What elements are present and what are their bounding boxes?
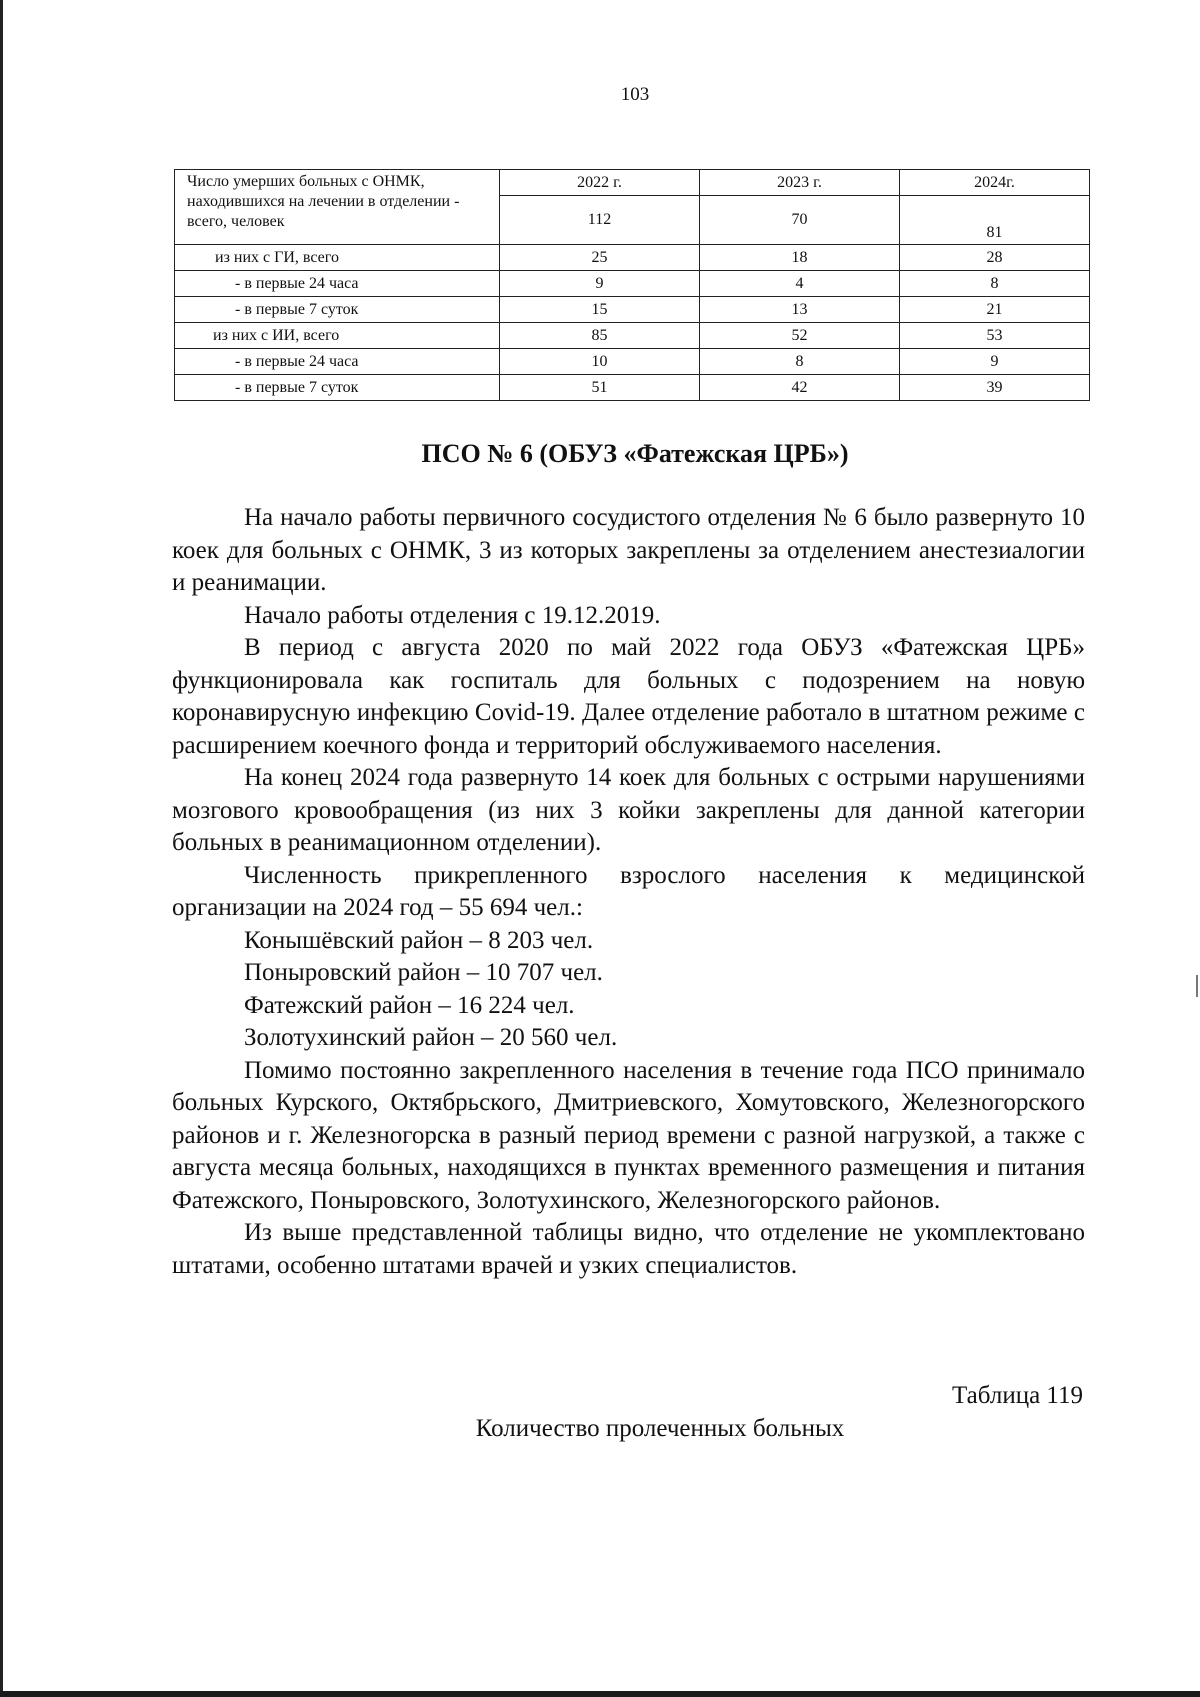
table-cell: 28 <box>900 245 1090 271</box>
header-year-2022: 2022 г. <box>500 170 700 196</box>
table-cell: 4 <box>700 271 900 297</box>
table-cell: 70 <box>700 196 900 245</box>
table-cell: 8 <box>900 271 1090 297</box>
table-cell: 81 <box>900 196 1090 245</box>
mortality-table <box>174 169 1090 401</box>
paragraph: Начало работы отделения с 19.12.2019. <box>244 601 661 629</box>
table-cell: 25 <box>500 245 700 271</box>
district-line: Фатежский район – 16 224 чел. <box>244 991 575 1019</box>
table-cell: 53 <box>900 323 1090 349</box>
table-row <box>175 349 1090 375</box>
table-row <box>175 297 1090 323</box>
page-number: 103 <box>620 84 650 105</box>
paragraph: Из выше представленной таблицы видно, что отделение не укомплектовано штатами, особенно штатами врачей и узких специалистов. <box>172 1219 1085 1279</box>
paragraph: На конец 2024 года развернуто 14 коек для больных с острыми нарушениями мозгового кровообращения (из них 3 койки закреплены для данной категории больных в реанимационном отделении). <box>172 764 1085 856</box>
table-row <box>175 375 1090 401</box>
table-caption: Таблица 119 <box>952 1382 1083 1409</box>
table-cell: 13 <box>700 297 900 323</box>
table-cell: 42 <box>700 375 900 401</box>
paragraph: Помимо постоянно закрепленного населения в течение года ПСО принимало больных Курского, Октябрьского, Дмитриевского, Хомутовского, Железногорского районов и г. Железногорска в разный период времени с разной нагрузкой, а также с августа месяца больных, находящихся в пунктах временного размещения и питания Фатежского, Поныровского, Золотухинского, Железногорского районов. <box>172 1056 1085 1214</box>
table-cell: 51 <box>500 375 700 401</box>
table-cell: 21 <box>900 297 1090 323</box>
table-cell: 18 <box>700 245 900 271</box>
header-year-2023: 2023 г. <box>700 170 900 196</box>
table-cell: 52 <box>700 323 900 349</box>
scan-right-mark <box>1196 975 1198 997</box>
paragraph: В период с августа 2020 по май 2022 года ОБУЗ «Фатежская ЦРБ» функционировала как госпиталь для больных с подозрением на новую коронавирусную инфекцию Covid-19. Далее отделение работало в штатном режиме с расширением коечного фонда и территорий обслуживаемого населения. <box>172 634 1085 759</box>
table-row-label: - в первые 7 суток <box>175 375 500 401</box>
table-cell: 15 <box>500 297 700 323</box>
table-cell: 8 <box>700 349 900 375</box>
table-cell: 112 <box>500 196 700 245</box>
district-line: Золотухинский район – 20 560 чел. <box>244 1024 618 1051</box>
table-row-label <box>175 170 500 245</box>
table-row-label: из них с ГИ, всего <box>175 245 500 271</box>
table-cell: 39 <box>900 375 1090 401</box>
table-row-label: - в первые 24 часа <box>175 349 500 375</box>
table-row-label: - в первые 7 суток <box>175 297 500 323</box>
header-year-2024: 2024г. <box>900 170 1090 196</box>
table-row <box>175 245 1090 271</box>
table-cell: 9 <box>500 271 700 297</box>
scan-bottom-edge <box>0 1691 1200 1697</box>
table-cell: 9 <box>900 349 1090 375</box>
district-line: Конышёвский район – 8 203 чел. <box>244 926 594 954</box>
body-text <box>172 502 1085 1282</box>
paragraph: Численность прикрепленного взрослого населения к медицинской организации на 2024 год – 55 694 чел.: <box>172 861 1085 921</box>
paragraph: На начало работы первичного сосудистого отделения № 6 было развернуто 10 коек для больных с ОНМК, 3 из которых закреплены за отделением анестезиалогии и реанимации. <box>172 504 1085 596</box>
table-row-label: - в первые 24 часа <box>175 271 500 297</box>
table-row-label: из них с ИИ, всего <box>175 323 500 349</box>
table-title: Количество пролеченных больных <box>475 1415 845 1442</box>
table-cell: 10 <box>500 349 700 375</box>
table-header-row <box>175 170 1090 196</box>
table-row <box>175 323 1090 349</box>
table-row <box>175 271 1090 297</box>
section-heading: ПСО № 6 (ОБУЗ «Фатежская ЦРБ») <box>421 439 849 468</box>
district-line: Поныровский район – 10 707 чел. <box>244 959 603 986</box>
header-label: Число умерших больных с ОНМК, <box>187 173 425 190</box>
total-row-label: находившихся на лечении в отделении - всего, человек <box>187 193 460 230</box>
table-cell: 85 <box>500 323 700 349</box>
